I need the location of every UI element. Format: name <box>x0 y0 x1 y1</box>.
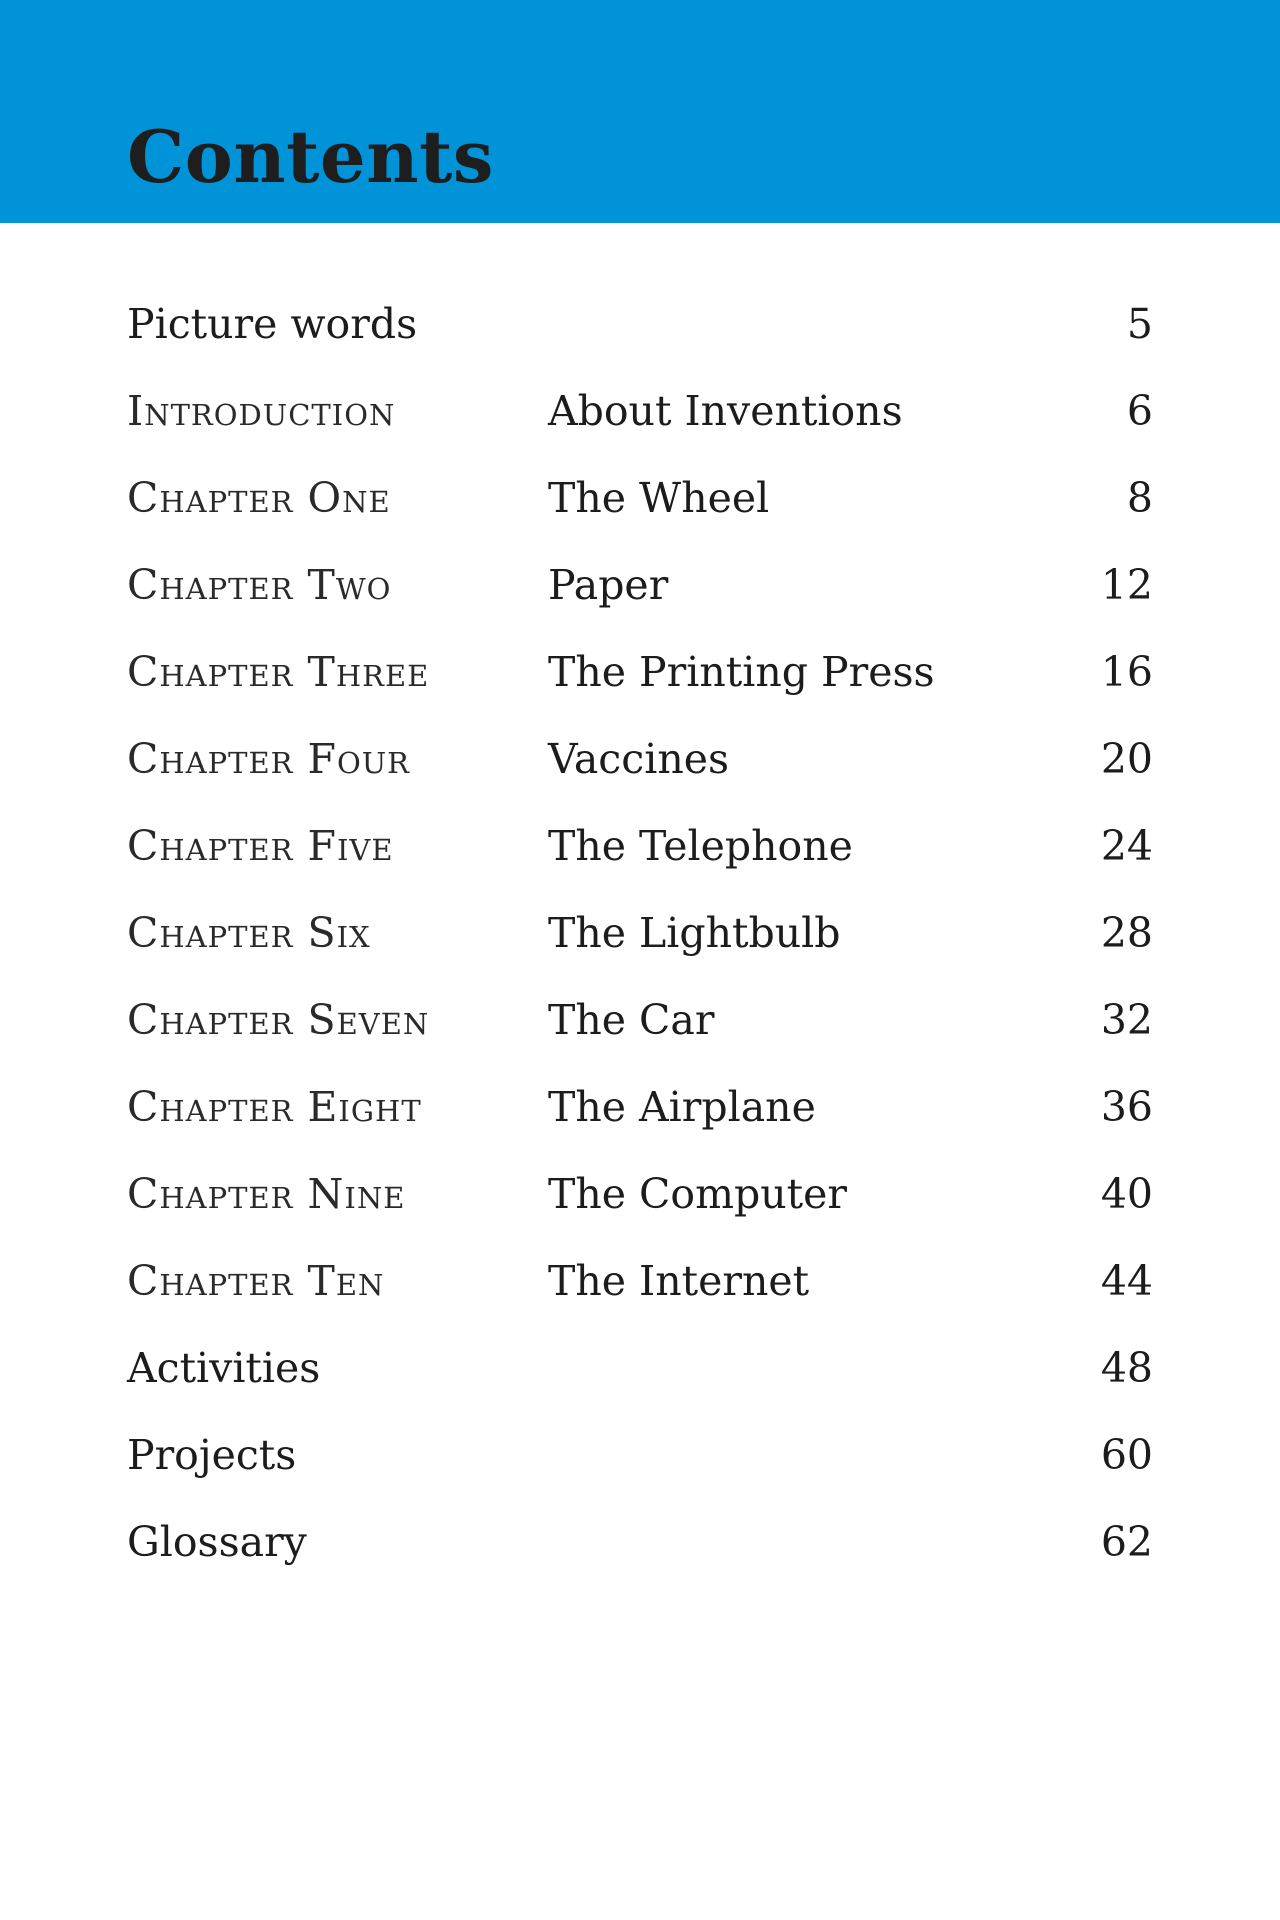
toc-label: Picture words <box>127 300 418 348</box>
toc-title: The Internet <box>548 1257 810 1305</box>
toc-label: Glossary <box>127 1518 307 1566</box>
toc-row-activities <box>127 1325 1153 1412</box>
toc-label: Chapter Eight <box>127 1083 422 1131</box>
toc-row-chapter-two <box>127 542 1153 629</box>
toc-row-chapter-eight <box>127 1064 1153 1151</box>
toc-label: Projects <box>127 1431 297 1479</box>
toc-row-chapter-five <box>127 803 1153 890</box>
toc-title: The Telephone <box>548 822 853 870</box>
toc-label: Chapter Two <box>127 561 392 609</box>
table-of-contents <box>127 281 1153 1586</box>
toc-title: The Computer <box>548 1170 847 1218</box>
toc-label: Chapter One <box>127 474 391 522</box>
toc-label: Chapter Four <box>127 735 410 783</box>
toc-row-chapter-three <box>127 629 1153 716</box>
toc-page-number: 5 <box>1126 300 1153 348</box>
toc-label: Chapter Three <box>127 648 430 696</box>
toc-title: Paper <box>548 561 669 609</box>
toc-page-number: 44 <box>1100 1257 1153 1305</box>
toc-row-chapter-ten <box>127 1238 1153 1325</box>
toc-page-number: 8 <box>1126 474 1153 522</box>
toc-page-number: 24 <box>1100 822 1153 870</box>
toc-label: Chapter Five <box>127 822 394 870</box>
toc-label: Chapter Six <box>127 909 371 957</box>
toc-title: The Lightbulb <box>548 909 841 957</box>
toc-title: About Inventions <box>548 387 903 435</box>
page-title: Contents <box>127 114 494 199</box>
toc-page-number: 36 <box>1100 1083 1153 1131</box>
toc-label: Activities <box>127 1344 321 1392</box>
toc-page-number: 60 <box>1100 1431 1153 1479</box>
toc-page-number: 12 <box>1100 561 1153 609</box>
toc-page-number: 20 <box>1100 735 1153 783</box>
toc-page-number: 40 <box>1100 1170 1153 1218</box>
toc-row-introduction <box>127 368 1153 455</box>
toc-row-picture-words <box>127 281 1153 368</box>
toc-row-projects <box>127 1412 1153 1499</box>
toc-row-chapter-seven <box>127 977 1153 1064</box>
toc-page-number: 48 <box>1100 1344 1153 1392</box>
toc-page-number: 28 <box>1100 909 1153 957</box>
toc-label: Chapter Nine <box>127 1170 406 1218</box>
toc-title: The Wheel <box>548 474 770 522</box>
toc-row-chapter-one <box>127 455 1153 542</box>
toc-page-number: 6 <box>1126 387 1153 435</box>
toc-label: Chapter Seven <box>127 996 430 1044</box>
toc-title: The Printing Press <box>548 648 935 696</box>
toc-label: Introduction <box>127 387 396 435</box>
toc-row-chapter-nine <box>127 1151 1153 1238</box>
toc-row-chapter-six <box>127 890 1153 977</box>
toc-title: The Airplane <box>548 1083 816 1131</box>
toc-row-chapter-four <box>127 716 1153 803</box>
toc-title: The Car <box>548 996 715 1044</box>
toc-title: Vaccines <box>548 735 730 783</box>
toc-row-glossary <box>127 1499 1153 1586</box>
toc-page-number: 62 <box>1100 1518 1153 1566</box>
toc-page-number: 32 <box>1100 996 1153 1044</box>
toc-label: Chapter Ten <box>127 1257 385 1305</box>
toc-page-number: 16 <box>1100 648 1153 696</box>
